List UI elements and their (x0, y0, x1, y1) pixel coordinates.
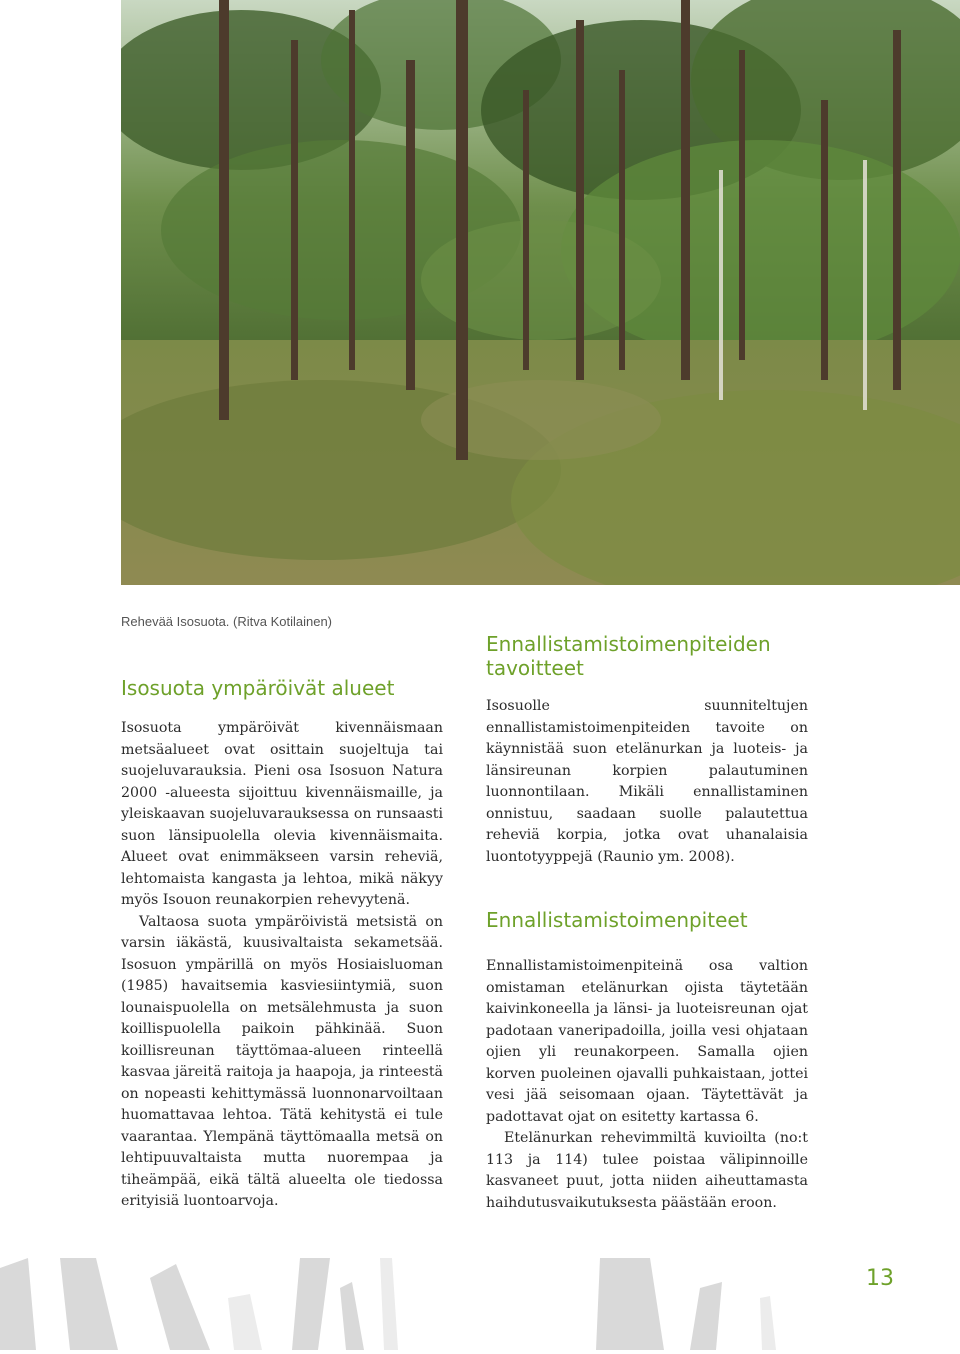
page-number: 13 (866, 1266, 894, 1291)
section-heading-measures: Ennallistamistoimenpiteet (486, 908, 748, 932)
right-column (486, 632, 808, 1214)
footer-decoration (0, 1258, 960, 1350)
paragraph: Valtaosa suota ympäröivistä metsistä on varsin iäkästä, kuusivaltaista sekametsää. Isosuon ympärillä on myös Hosiaisluoman (1985) havaitsemia kasviesiintymiä, suon lounaispuolella on metsälehmusta ja suon koillispuolella paikoin pähkinää. Suon koillisreunan täyttömaa-alueen rinteellä kasvaa järeitä raitoja ja haapoja, ja rinteestä on nopeasti kehittymässä luonnonarvoiltaan huomattavaa lehtoa. Tätä kehitystä ei tule vaarantaa. Ylempänä täyttömaalla metsä on lehtipuuvaltaista mutta nuorempaa ja tiheämpää, eikä tältä alueelta ole tiedossa erityisiä luontoarvoja. (121, 913, 443, 1209)
tree-silhouette-icon (0, 1258, 960, 1350)
section-heading-goals: Ennallistamistoimenpiteiden tavoitteet (486, 632, 771, 680)
section-heading-surroundings: Isosuota ympäröivät alueet (121, 676, 395, 700)
paragraph: Isosuolle suunniteltujen ennallistamistoimenpiteiden tavoite on käynnistää suon etelänurkan ja luoteis- ja länsireunan korpien palautuminen luonnontilaan. Mikäli ennallistaminen onnistuu, saadaan suolle palautettua reheviä korpia, jotka ovat uhanalaisia luontotyyppejä (Raunio ym. 2008). (486, 698, 808, 865)
forest-photo (121, 0, 960, 585)
left-column (121, 676, 443, 1213)
paragraph: Etelänurkan rehevimmiltä kuvioilta (no:t 113 ja 114) tulee poistaa välipinnoille kasvaneet puut, jotta niiden aiheuttamasta haihdutusvaikutuksesta päästään eroon. (486, 1130, 808, 1211)
paragraph: Ennallistamistoimenpiteinä osa valtion omistaman etelänurkan ojista täytetään kaivinkoneella ja länsi- ja luoteisreunan ojat padotaan vaneripadoilla, joilla vesi ohjataan ojien yli reunakorpeen. Samalla ojien korven puoleinen ojavalli puhkaistaan, jottei vesi jää seisomaan ojaan. Täytettävät ja padottavat ojat on esitetty kartassa 6. (486, 958, 808, 1125)
paragraph: Isosuota ympäröivät kivennäismaan metsäalueet ovat osittain suojeltuja tai suojeluvarauksia. Pieni osa Isosuon Natura 2000 -alueesta sijoittuu kivennäismaille, ja yleiskaavan suojeluvarauksessa on runsaasti suon länsipuolella olevia kivennäismaita. Alueet ovat enimmäkseen varsin reheviä, lehtomaista kangasta ja lehtoa, mikä näkyy myös Isouon reunakorpien rehevyytenä. (121, 720, 443, 908)
photo-caption: Rehevää Isosuota. (Ritva Kotilainen) (121, 614, 333, 629)
forest-photo-icon (121, 0, 960, 585)
